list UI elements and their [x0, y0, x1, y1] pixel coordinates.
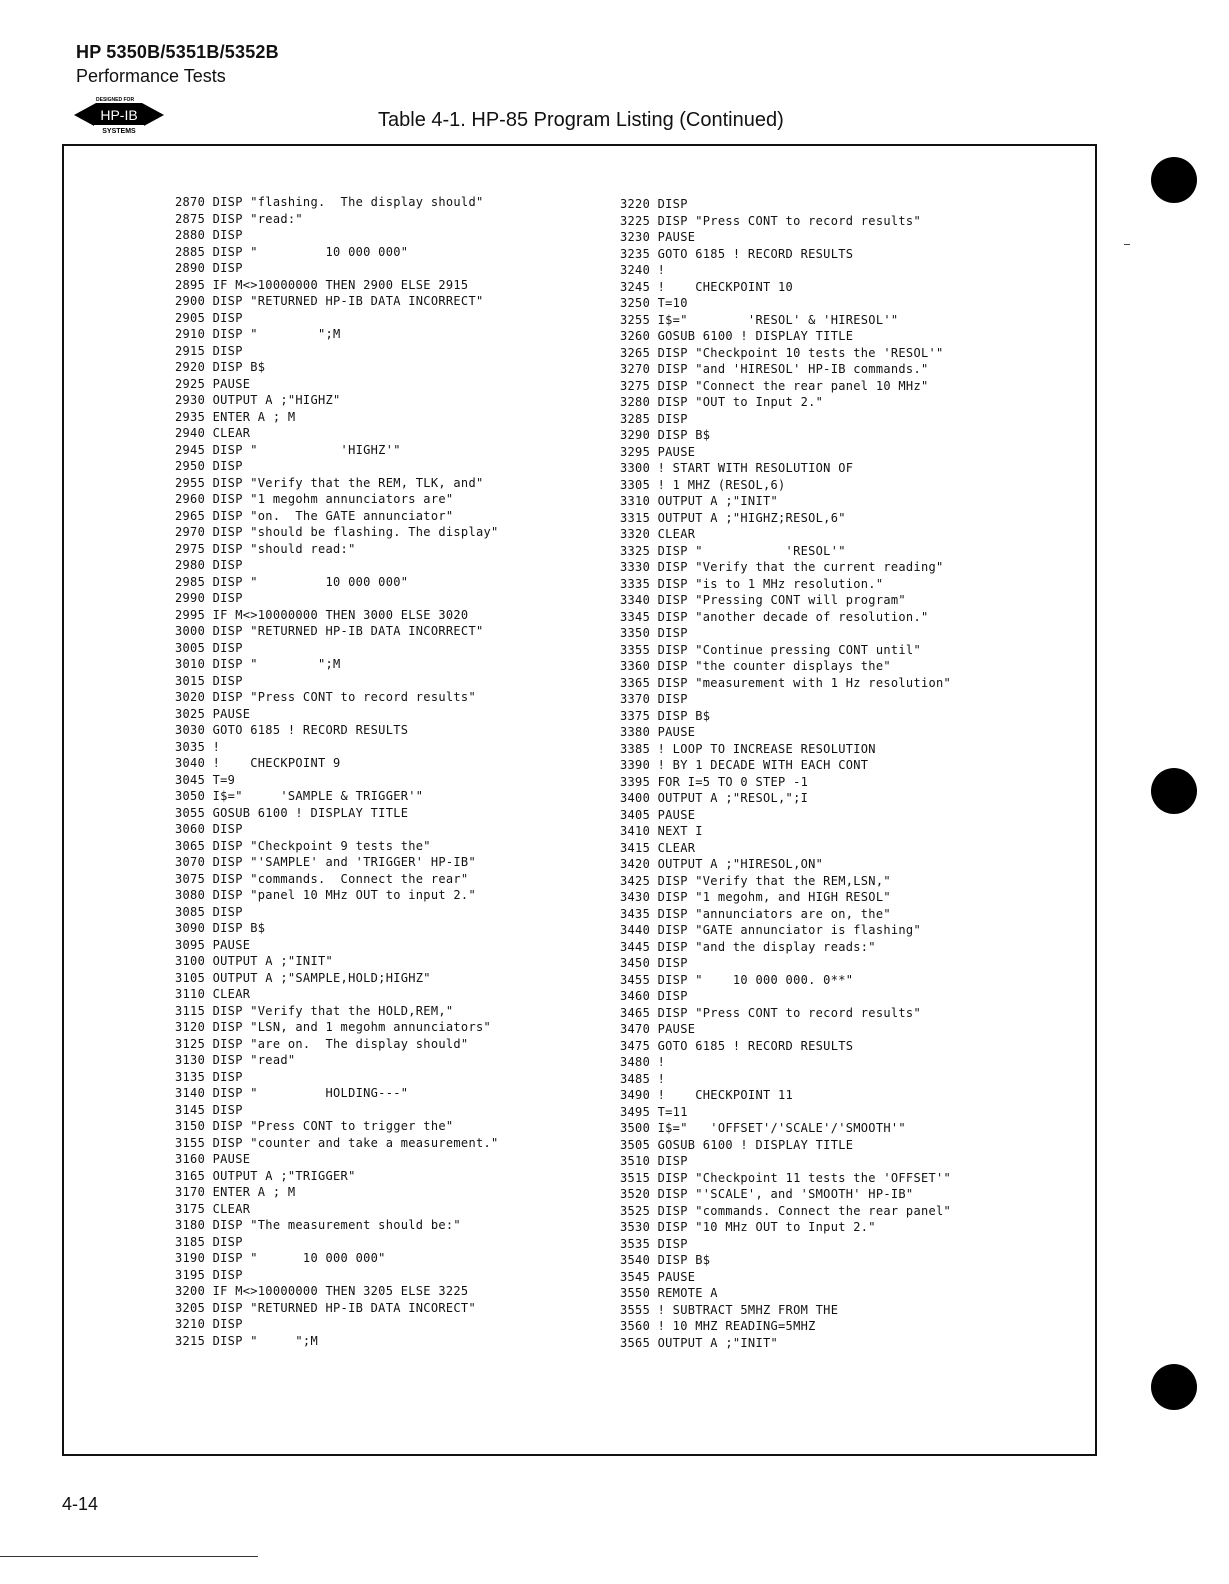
- code-line: 3400 OUTPUT A ;"RESOL,";I: [620, 791, 809, 805]
- code-line: 3245 ! CHECKPOINT 10: [620, 279, 794, 294]
- code-line: 2900 DISP "RETURNED HP-IB DATA INCORRECT": [175, 294, 484, 308]
- code-line: 3210 DISP: [175, 1317, 243, 1331]
- code-line: 3520 DISP "'SCALE', and 'SMOOTH' HP-IB": [620, 1187, 914, 1201]
- code-line: 3000 DISP "RETURNED HP-IB DATA INCORRECT": [175, 624, 484, 638]
- code-line: 3345 DISP "another decade of resolution.": [620, 609, 929, 624]
- code-line: 3035 !: [175, 739, 221, 754]
- code-line: 3085 DISP: [175, 904, 243, 919]
- code-line: 3060 DISP: [175, 822, 243, 836]
- code-line: 3565 OUTPUT A ;"INIT": [620, 1335, 779, 1350]
- code-line: 3040 ! CHECKPOINT 9: [175, 756, 341, 770]
- code-line: 3300 ! START WITH RESOLUTION OF: [620, 461, 854, 475]
- code-line: 3370 DISP: [620, 692, 688, 706]
- code-line: 3530 DISP "10 MHz OUT to Input 2.": [620, 1220, 876, 1234]
- stray-mark: [1124, 244, 1130, 245]
- code-line: 3045 T=9: [175, 772, 236, 787]
- code-line: 2915 DISP: [175, 343, 243, 358]
- code-line: 3555 ! SUBTRACT 5MHZ FROM THE: [620, 1302, 839, 1317]
- code-line: 3190 DISP " 10 000 000": [175, 1251, 386, 1265]
- table-caption: Table 4-1. HP-85 Program Listing (Continued): [378, 109, 784, 131]
- code-line: 2995 IF M<>10000000 THEN 3000 ELSE 3020: [175, 607, 469, 622]
- code-line: 2940 CLEAR: [175, 426, 251, 440]
- code-line: 3150 DISP "Press CONT to trigger the": [175, 1119, 454, 1133]
- code-line: 2960 DISP "1 megohm annunciators are": [175, 492, 454, 506]
- code-line: 3280 DISP "OUT to Input 2.": [620, 395, 824, 409]
- footer-rule: [0, 1556, 258, 1557]
- code-line: 3080 DISP "panel 10 MHz OUT to input 2.": [175, 888, 476, 902]
- code-line: 3525 DISP "commands. Connect the rear panel": [620, 1203, 952, 1218]
- code-line: 3230 PAUSE: [620, 230, 696, 244]
- code-line: 3090 DISP B$: [175, 921, 266, 935]
- code-line: 3325 DISP " 'RESOL'": [620, 543, 846, 558]
- code-line: 3365 DISP "measurement with 1 Hz resolution": [620, 675, 952, 690]
- code-line: 2975 DISP "should read:": [175, 541, 356, 556]
- code-line: 3225 DISP "Press CONT to record results": [620, 213, 921, 228]
- code-line: 2890 DISP: [175, 261, 243, 275]
- code-line: 3050 I$=" 'SAMPLE & TRIGGER'": [175, 789, 424, 803]
- code-line: 3155 DISP "counter and take a measurement.": [175, 1135, 499, 1150]
- punch-hole-top: [1151, 157, 1197, 203]
- hp-ib-logo: [74, 95, 164, 135]
- code-line: 3405 PAUSE: [620, 807, 696, 822]
- code-line: 3200 IF M<>10000000 THEN 3205 ELSE 3225: [175, 1284, 469, 1298]
- code-line: 3320 CLEAR: [620, 527, 696, 541]
- code-line: 2920 DISP B$: [175, 360, 266, 374]
- code-line: 3125 DISP "are on. The display should": [175, 1036, 469, 1051]
- code-line: 3270 DISP "and 'HIRESOL' HP-IB commands.": [620, 362, 929, 376]
- code-line: 3265 DISP "Checkpoint 10 tests the 'RESOL'": [620, 345, 944, 360]
- code-line: 3145 DISP: [175, 1102, 243, 1117]
- code-line: 3215 DISP " ";M: [175, 1333, 318, 1348]
- code-line: 3100 OUTPUT A ;"INIT": [175, 954, 334, 968]
- code-line: 3220 DISP: [620, 197, 688, 211]
- code-line: 3015 DISP: [175, 673, 243, 688]
- code-line: 3315 OUTPUT A ;"HIGHZ;RESOL,6": [620, 510, 846, 525]
- code-line: 2965 DISP "on. The GATE annunciator": [175, 508, 454, 523]
- code-line: 3175 CLEAR: [175, 1201, 251, 1216]
- code-line: 3445 DISP "and the display reads:": [620, 939, 876, 954]
- code-line: 3115 DISP "Verify that the HOLD,REM,": [175, 1003, 454, 1018]
- code-line: 3165 OUTPUT A ;"TRIGGER": [175, 1168, 356, 1183]
- code-line: 3510 DISP: [620, 1154, 688, 1168]
- code-line: 2985 DISP " 10 000 000": [175, 574, 409, 589]
- code-line: 3260 GOSUB 6100 ! DISPLAY TITLE: [620, 329, 854, 343]
- code-line: 3305 ! 1 MHZ (RESOL,6): [620, 477, 786, 492]
- code-line: 2980 DISP: [175, 558, 243, 572]
- code-line: 2970 DISP "should be flashing. The display": [175, 525, 499, 539]
- code-line: 2990 DISP: [175, 591, 243, 605]
- code-line: 3250 T=10: [620, 296, 688, 310]
- code-line: 3535 DISP: [620, 1236, 688, 1251]
- code-line: 3430 DISP "1 megohm, and HIGH RESOL": [620, 890, 891, 904]
- code-line: 3070 DISP "'SAMPLE' and 'TRIGGER' HP-IB": [175, 855, 476, 869]
- code-line: 3390 ! BY 1 DECADE WITH EACH CONT: [620, 758, 869, 772]
- logo-bottom-text: SYSTEMS: [102, 128, 136, 135]
- code-line: 3480 !: [620, 1055, 666, 1069]
- code-line: 3500 I$=" 'OFFSET'/'SCALE'/'SMOOTH'": [620, 1121, 906, 1135]
- code-line: 3475 GOTO 6185 ! RECORD RESULTS: [620, 1038, 854, 1053]
- code-line: 3560 ! 10 MHZ READING=5MHZ: [620, 1319, 816, 1333]
- code-line: 3470 PAUSE: [620, 1022, 696, 1036]
- code-line: 2895 IF M<>10000000 THEN 2900 ELSE 2915: [175, 277, 469, 292]
- code-line: 3545 PAUSE: [620, 1269, 696, 1284]
- code-line: 3440 DISP "GATE annunciator is flashing": [620, 923, 921, 937]
- code-line: 3415 CLEAR: [620, 840, 696, 855]
- code-line: 3130 DISP "read": [175, 1053, 296, 1067]
- code-line: 3095 PAUSE: [175, 937, 251, 952]
- code-line: 3360 DISP "the counter displays the": [620, 659, 891, 673]
- code-line: 3195 DISP: [175, 1267, 243, 1282]
- document-subtitle: Performance Tests: [76, 66, 226, 86]
- punch-hole-middle: [1151, 768, 1197, 814]
- code-line: 3335 DISP "is to 1 MHz resolution.": [620, 576, 884, 591]
- code-line: 3505 GOSUB 6100 ! DISPLAY TITLE: [620, 1137, 854, 1152]
- code-line: 3075 DISP "commands. Connect the rear": [175, 871, 469, 886]
- code-line: 3375 DISP B$: [620, 708, 711, 723]
- code-line: 3495 T=11: [620, 1104, 688, 1119]
- code-line: 2935 ENTER A ; M: [175, 409, 296, 424]
- punch-hole-bottom: [1151, 1364, 1197, 1410]
- listing-right-column: [620, 196, 951, 1351]
- code-line: 3490 ! CHECKPOINT 11: [620, 1088, 794, 1102]
- code-line: 2880 DISP: [175, 228, 243, 242]
- code-line: 3425 DISP "Verify that the REM,LSN,": [620, 873, 891, 888]
- document-title: HP 5350B/5351B/5352B: [76, 42, 279, 62]
- code-line: 3330 DISP "Verify that the current reading": [620, 560, 944, 574]
- code-line: 3350 DISP: [620, 626, 688, 640]
- code-line: 3205 DISP "RETURNED HP-IB DATA INCORECT": [175, 1300, 476, 1315]
- code-line: 2955 DISP "Verify that the REM, TLK, and": [175, 475, 484, 490]
- code-line: 3160 PAUSE: [175, 1152, 251, 1166]
- code-line: 2870 DISP "flashing. The display should": [175, 195, 484, 209]
- code-line: 2910 DISP " ";M: [175, 327, 341, 341]
- code-line: 3340 DISP "Pressing CONT will program": [620, 593, 906, 607]
- code-line: 2905 DISP: [175, 310, 243, 325]
- logo-small-text: DESIGNED FOR: [96, 97, 135, 103]
- code-line: 3110 CLEAR: [175, 987, 251, 1001]
- code-line: 3485 !: [620, 1071, 666, 1086]
- code-line: 3010 DISP " ";M: [175, 657, 341, 671]
- code-line: 3290 DISP B$: [620, 428, 711, 442]
- code-line: 3120 DISP "LSN, and 1 megohm annunciators": [175, 1020, 492, 1034]
- code-line: 3185 DISP: [175, 1234, 243, 1249]
- code-line: 3410 NEXT I: [620, 824, 703, 838]
- code-line: 3025 PAUSE: [175, 706, 251, 721]
- page-number: 4-14: [62, 1494, 99, 1514]
- code-line: 3310 OUTPUT A ;"INIT": [620, 494, 779, 508]
- code-line: 3420 OUTPUT A ;"HIRESOL,ON": [620, 857, 824, 871]
- code-line: 3455 DISP " 10 000 000. 0**": [620, 972, 854, 987]
- code-line: 2875 DISP "read:": [175, 211, 303, 226]
- code-line: 3240 !: [620, 263, 666, 277]
- code-line: 3550 REMOTE A: [620, 1286, 718, 1300]
- code-line: 3170 ENTER A ; M: [175, 1185, 296, 1199]
- code-line: 3465 DISP "Press CONT to record results": [620, 1005, 921, 1020]
- code-line: 3005 DISP: [175, 640, 243, 655]
- code-line: 2885 DISP " 10 000 000": [175, 244, 409, 259]
- code-line: 3235 GOTO 6185 ! RECORD RESULTS: [620, 246, 854, 261]
- code-line: 3540 DISP B$: [620, 1253, 711, 1267]
- code-line: 3030 GOTO 6185 ! RECORD RESULTS: [175, 723, 409, 737]
- code-line: 3140 DISP " HOLDING---": [175, 1086, 409, 1100]
- code-line: 3065 DISP "Checkpoint 9 tests the": [175, 838, 431, 853]
- code-line: 3380 PAUSE: [620, 725, 696, 739]
- code-line: 2930 OUTPUT A ;"HIGHZ": [175, 393, 341, 407]
- code-line: 3460 DISP: [620, 989, 688, 1003]
- listing-left-column: [175, 194, 499, 1349]
- code-line: 3020 DISP "Press CONT to record results": [175, 690, 476, 704]
- code-line: 3105 OUTPUT A ;"SAMPLE,HOLD;HIGHZ": [175, 970, 431, 985]
- code-line: 3135 DISP: [175, 1069, 243, 1084]
- code-line: 3395 FOR I=5 TO 0 STEP -1: [620, 774, 809, 789]
- code-line: 2950 DISP: [175, 459, 243, 473]
- code-line: 3055 GOSUB 6100 ! DISPLAY TITLE: [175, 805, 409, 820]
- logo-main-text: HP-IB: [100, 107, 138, 123]
- code-line: 3285 DISP: [620, 411, 688, 426]
- code-line: 3435 DISP "annunciators are on, the": [620, 906, 891, 921]
- code-line: 2925 PAUSE: [175, 376, 251, 391]
- code-line: 3450 DISP: [620, 956, 688, 970]
- code-line: 2945 DISP " 'HIGHZ'": [175, 442, 401, 457]
- code-line: 3355 DISP "Continue pressing CONT until": [620, 642, 921, 657]
- code-line: 3180 DISP "The measurement should be:": [175, 1218, 461, 1232]
- code-line: 3295 PAUSE: [620, 444, 696, 459]
- code-line: 3385 ! LOOP TO INCREASE RESOLUTION: [620, 741, 876, 756]
- code-line: 3255 I$=" 'RESOL' & 'HIRESOL'": [620, 312, 899, 327]
- code-line: 3275 DISP "Connect the rear panel 10 MHz": [620, 378, 929, 393]
- code-line: 3515 DISP "Checkpoint 11 tests the 'OFFSET'": [620, 1170, 952, 1185]
